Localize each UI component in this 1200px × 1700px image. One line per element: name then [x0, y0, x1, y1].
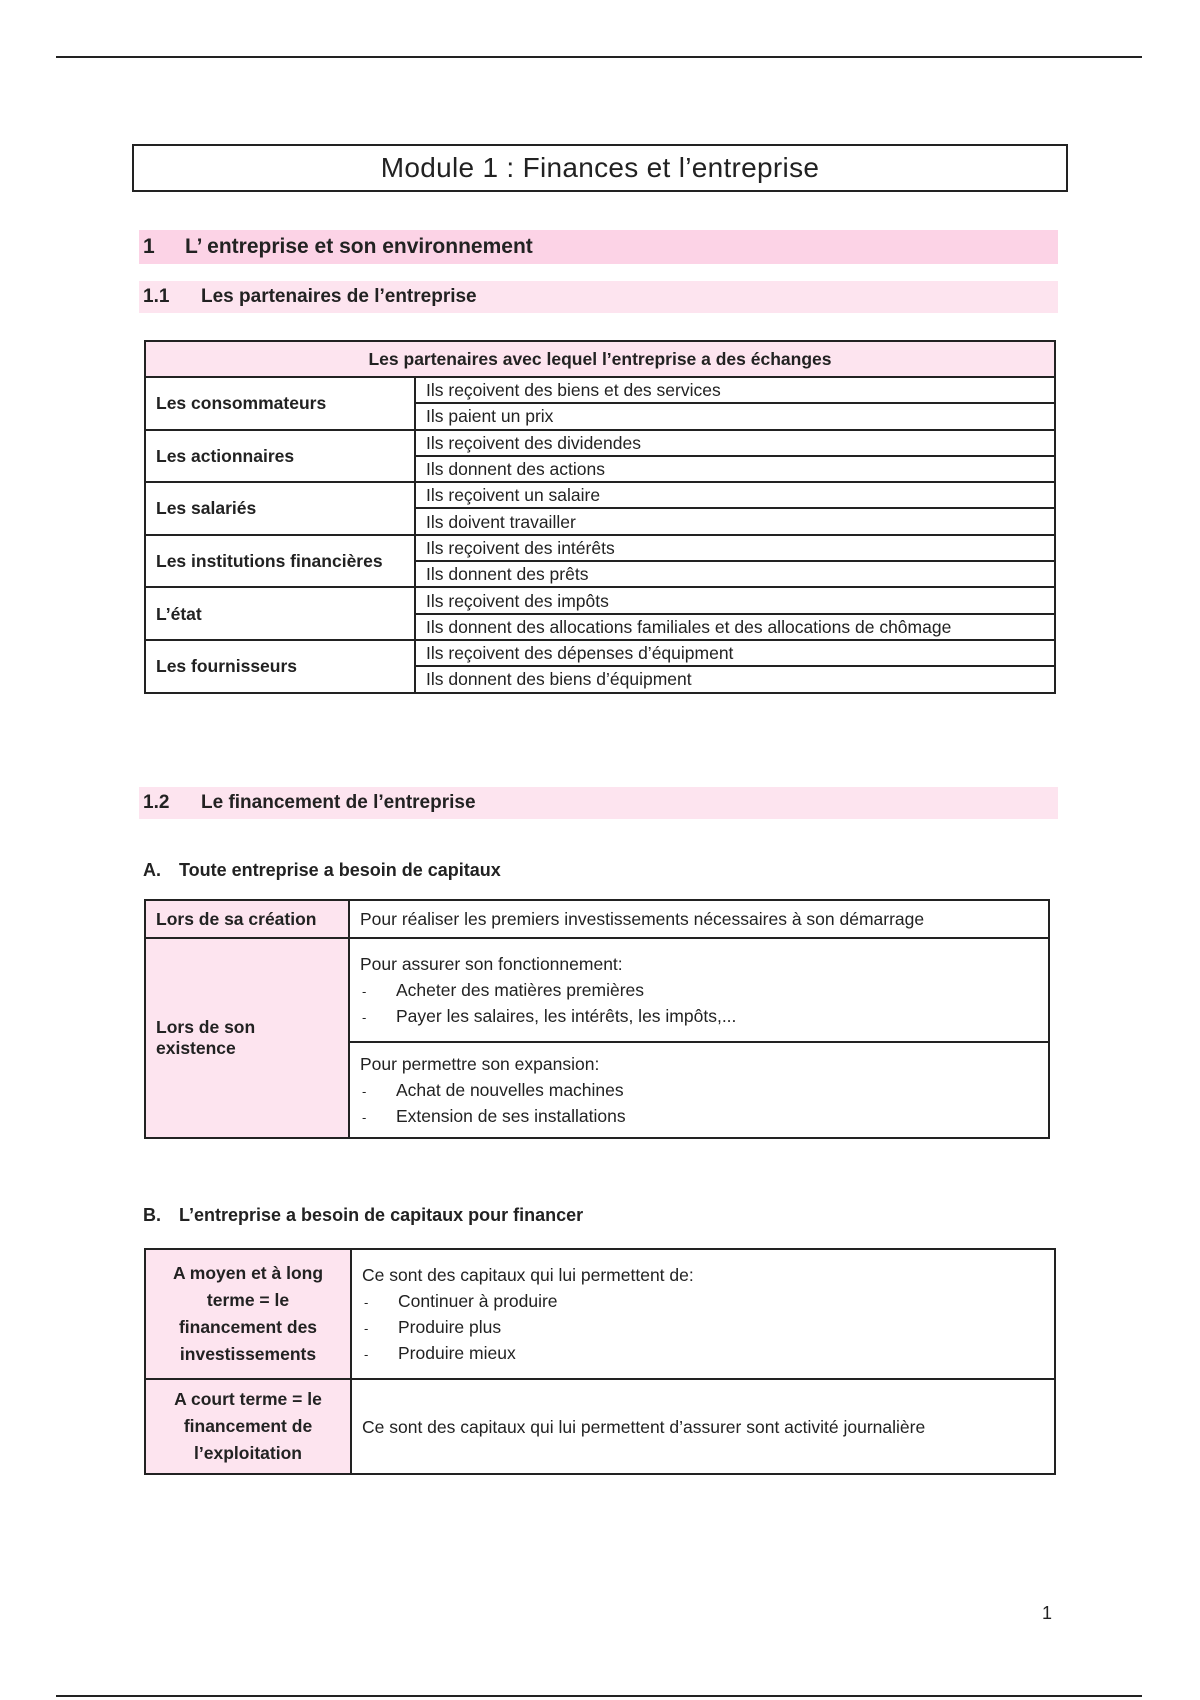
partner-name: Les actionnaires [145, 430, 415, 483]
bottom-rule [56, 1695, 1142, 1697]
section-number: 1.2 [143, 792, 170, 813]
short-term-label: A court terme = le financement de l’exploitation [145, 1379, 351, 1474]
expansion-intro: Pour permettre son expansion: [360, 1054, 600, 1074]
table-row [145, 535, 1055, 561]
subheading-title: Toute entreprise a besoin de capitaux [179, 860, 501, 880]
expansion-cell [349, 1042, 1049, 1138]
partner-name: L’état [145, 587, 415, 640]
section-heading-1-1 [139, 281, 1058, 313]
exchange-description: Ils reçoivent des dividendes [415, 430, 1055, 456]
capital-needs-table [144, 899, 1050, 1139]
list-item: - Extension de ses installations [360, 1103, 1038, 1129]
document-title: Module 1 : Finances et l’entreprise [132, 144, 1068, 192]
section-title: Les partenaires de l’entreprise [201, 286, 477, 307]
creation-label: Lors de sa création [145, 900, 349, 938]
exchange-description: Ils reçoivent des impôts [415, 587, 1055, 613]
page-number: 1 [1042, 1603, 1053, 1623]
short-term-text: Ce sont des capitaux qui lui permettent d’assurer sont activité journalière [351, 1379, 1055, 1474]
long-term-cell [351, 1249, 1055, 1379]
exchange-description: Ils reçoivent des biens et des services [415, 377, 1055, 403]
exchange-description: Ils doivent travailler [415, 508, 1055, 534]
exchange-description: Ils paient un prix [415, 403, 1055, 429]
partner-name: Les consommateurs [145, 377, 415, 430]
table-row [145, 640, 1055, 666]
financing-table [144, 1248, 1056, 1475]
subheading-title: L’entreprise a besoin de capitaux pour financer [179, 1205, 584, 1225]
long-term-intro: Ce sont des capitaux qui lui permettent de: [362, 1265, 694, 1285]
section-number: 1.1 [143, 286, 170, 307]
subheading-a [143, 860, 501, 881]
table-row [145, 377, 1055, 403]
exchange-description: Ils donnent des allocations familiales et des allocations de chômage [415, 614, 1055, 640]
existence-label: Lors de son existence [145, 938, 349, 1138]
list-item: - Acheter des matières premières [360, 977, 1038, 1003]
exchange-description: Ils reçoivent des dépenses d’équipment [415, 640, 1055, 666]
list-item: - Continuer à produire [362, 1288, 1044, 1314]
table-row [145, 482, 1055, 508]
subheading-b [143, 1205, 583, 1226]
exchange-description: Ils reçoivent des intérêts [415, 535, 1055, 561]
list-item: - Achat de nouvelles machines [360, 1077, 1038, 1103]
exchange-description: Ils reçoivent un salaire [415, 482, 1055, 508]
subheading-letter: B. [143, 1205, 161, 1225]
table-row [145, 587, 1055, 613]
table-row [145, 430, 1055, 456]
partner-name: Les fournisseurs [145, 640, 415, 693]
exchange-description: Ils donnent des actions [415, 456, 1055, 482]
section-title: Le financement de l’entreprise [201, 792, 476, 813]
list-item: - Produire plus [362, 1314, 1044, 1340]
exchange-description: Ils donnent des prêts [415, 561, 1055, 587]
section-heading-1-2 [139, 787, 1058, 819]
top-rule [56, 56, 1142, 58]
partner-name: Les institutions financières [145, 535, 415, 588]
partners-table [144, 340, 1056, 694]
exchange-description: Ils donnent des biens d’équipment [415, 666, 1055, 692]
subheading-letter: A. [143, 860, 161, 880]
section-title: L’ entreprise et son environnement [185, 235, 533, 258]
section-heading-1 [139, 230, 1058, 264]
list-item: - Payer les salaires, les intérêts, les impôts,... [360, 1003, 1038, 1029]
section-number: 1 [143, 235, 155, 258]
fonctionnement-cell [349, 938, 1049, 1042]
partners-table-header: Les partenaires avec lequel l’entreprise a des échanges [145, 341, 1055, 377]
list-item: - Produire mieux [362, 1340, 1044, 1366]
partner-name: Les salariés [145, 482, 415, 535]
long-term-label: A moyen et à long terme = le financement des investissements [145, 1249, 351, 1379]
creation-text: Pour réaliser les premiers investissements nécessaires à son démarrage [349, 900, 1049, 938]
fonctionnement-intro: Pour assurer son fonctionnement: [360, 954, 623, 974]
